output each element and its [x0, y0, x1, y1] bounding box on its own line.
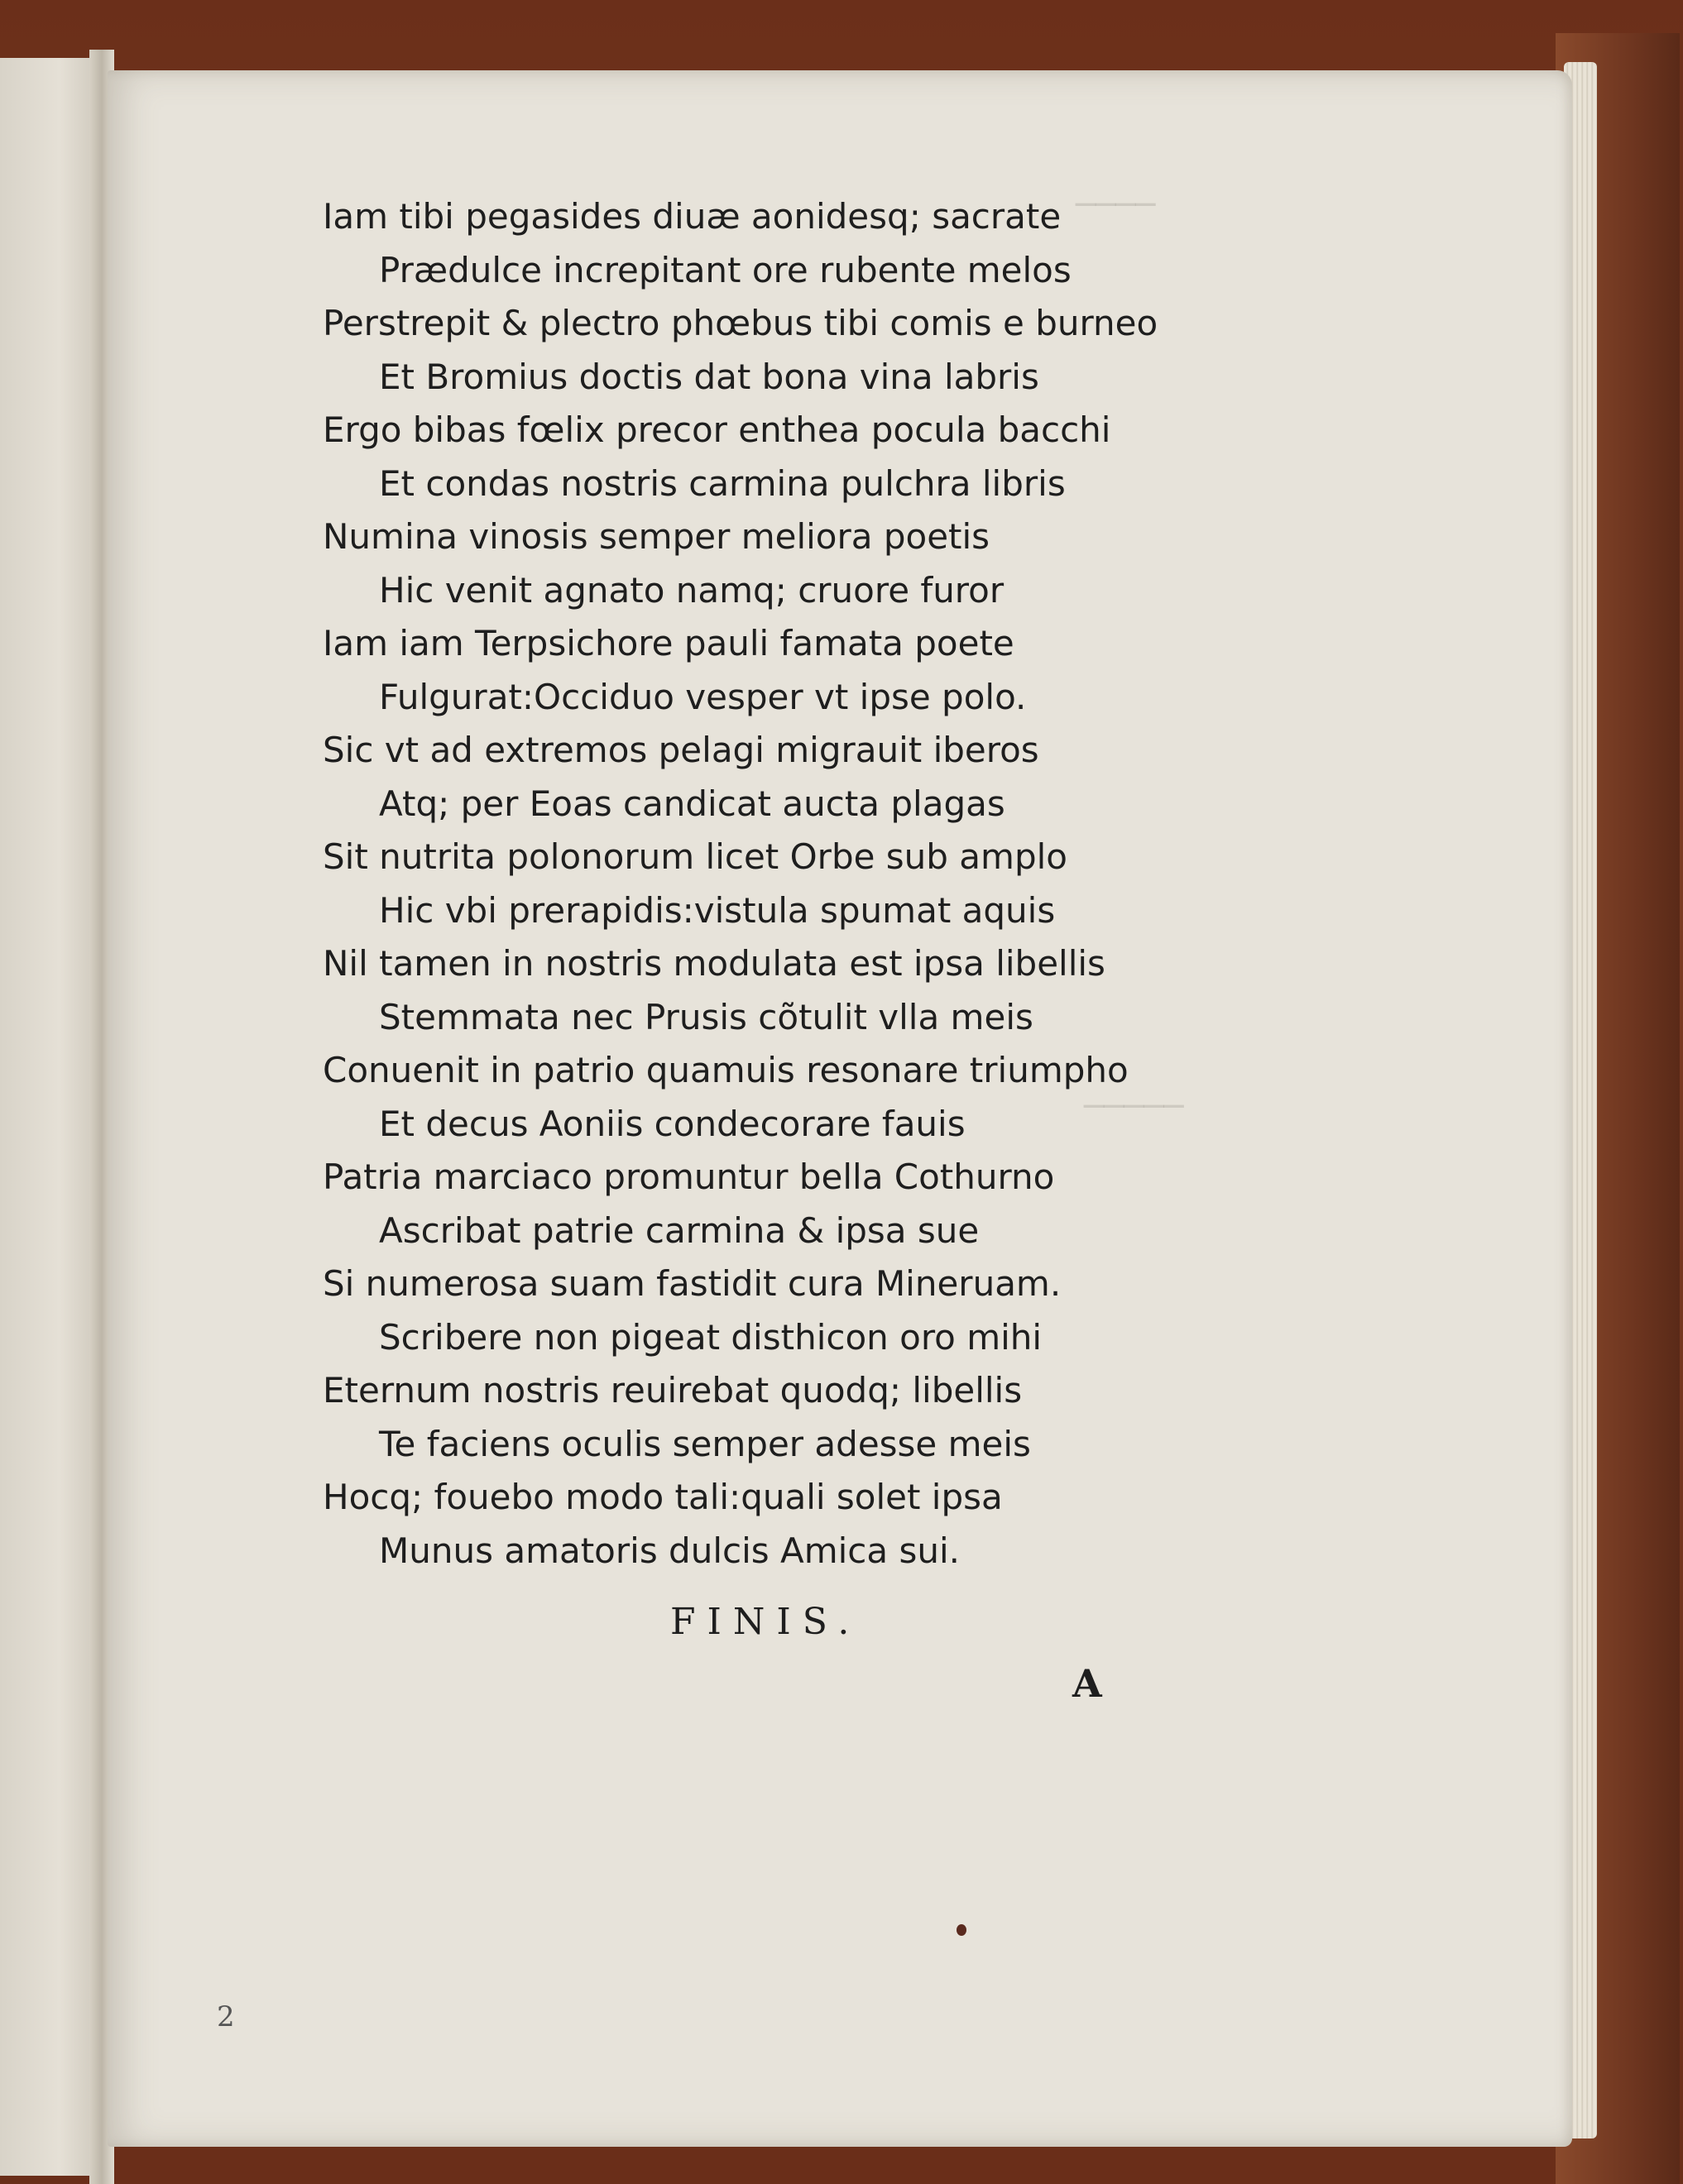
- poem-line: Numina vinosis semper meliora poetis: [323, 516, 990, 557]
- poem-line: Ascribat patrie carmina & ipsa sue: [379, 1209, 980, 1251]
- poem-line: Si numerosa suam fastidit cura Mineruam.: [323, 1263, 1062, 1304]
- poem-line: Patria marciaco promuntur bella Cothurno: [323, 1157, 1055, 1197]
- finis-colophon: FINIS.: [670, 1601, 861, 1643]
- poem-line: Hic vbi prerapidis:vistula spumat aquis: [379, 889, 1056, 931]
- poem-line: Sic vt ad extremos pelagi migrauit iberos: [323, 730, 1039, 770]
- poem-line: Stemmata nec Prusis cõtulit vlla meis: [379, 996, 1033, 1037]
- poem-line: Te faciens oculis semper adesse meis: [379, 1423, 1031, 1464]
- left-page: [0, 58, 99, 2176]
- poem-line: Ergo bibas fœlix precor enthea pocula bacchi: [323, 410, 1111, 450]
- poem-line: Scribere non pigeat disthicon oro mihi: [379, 1316, 1043, 1358]
- show-through: ────: [1076, 186, 1156, 224]
- poem-line: Perstrepit & plectro phœbus tibi comis e burneo: [323, 303, 1158, 343]
- poem-line: Et decus Aoniis condecorare fauis: [379, 1103, 966, 1144]
- poem-line: Hic venit agnato namq; cruore furor: [379, 569, 1005, 611]
- poem-line: Atq; per Eoas candicat aucta plagas: [379, 783, 1005, 824]
- poem-line: Munus amatoris dulcis Amica sui.: [379, 1530, 961, 1571]
- poem-line: Conuenit in patrio quamuis resonare triumpho: [323, 1050, 1129, 1090]
- page-number: 2: [217, 2000, 235, 2033]
- poem-line: Eternum nostris reuirebat quodq; libellis: [323, 1370, 1023, 1410]
- poem-line: Sit nutrita polonorum licet Orbe sub amplo: [323, 836, 1067, 877]
- poem-line: Nil tamen in nostris modulata est ipsa libellis: [323, 943, 1105, 984]
- poem-line: Iam tibi pegasides diuæ aonidesq; sacrate: [323, 196, 1062, 237]
- poem-text: [323, 190, 1233, 1578]
- poem-line: Fulgurat:Occiduo vesper vt ipse polo.: [379, 676, 1027, 717]
- poem-line: Iam iam Terpsichore pauli famata poete: [323, 623, 1014, 663]
- show-through: ─────: [1084, 1088, 1184, 1126]
- poem-line: Prædulce increpitant ore rubente melos: [379, 249, 1072, 290]
- poem-line: Et condas nostris carmina pulchra libris: [379, 462, 1066, 504]
- poem-line: Hocq; fouebo modo tali:quali solet ipsa: [323, 1477, 1003, 1517]
- poem-line: Et Bromius doctis dat bona vina labris: [379, 356, 1039, 397]
- signature-mark: A: [1072, 1661, 1102, 1706]
- ink-spot: [957, 1924, 966, 1936]
